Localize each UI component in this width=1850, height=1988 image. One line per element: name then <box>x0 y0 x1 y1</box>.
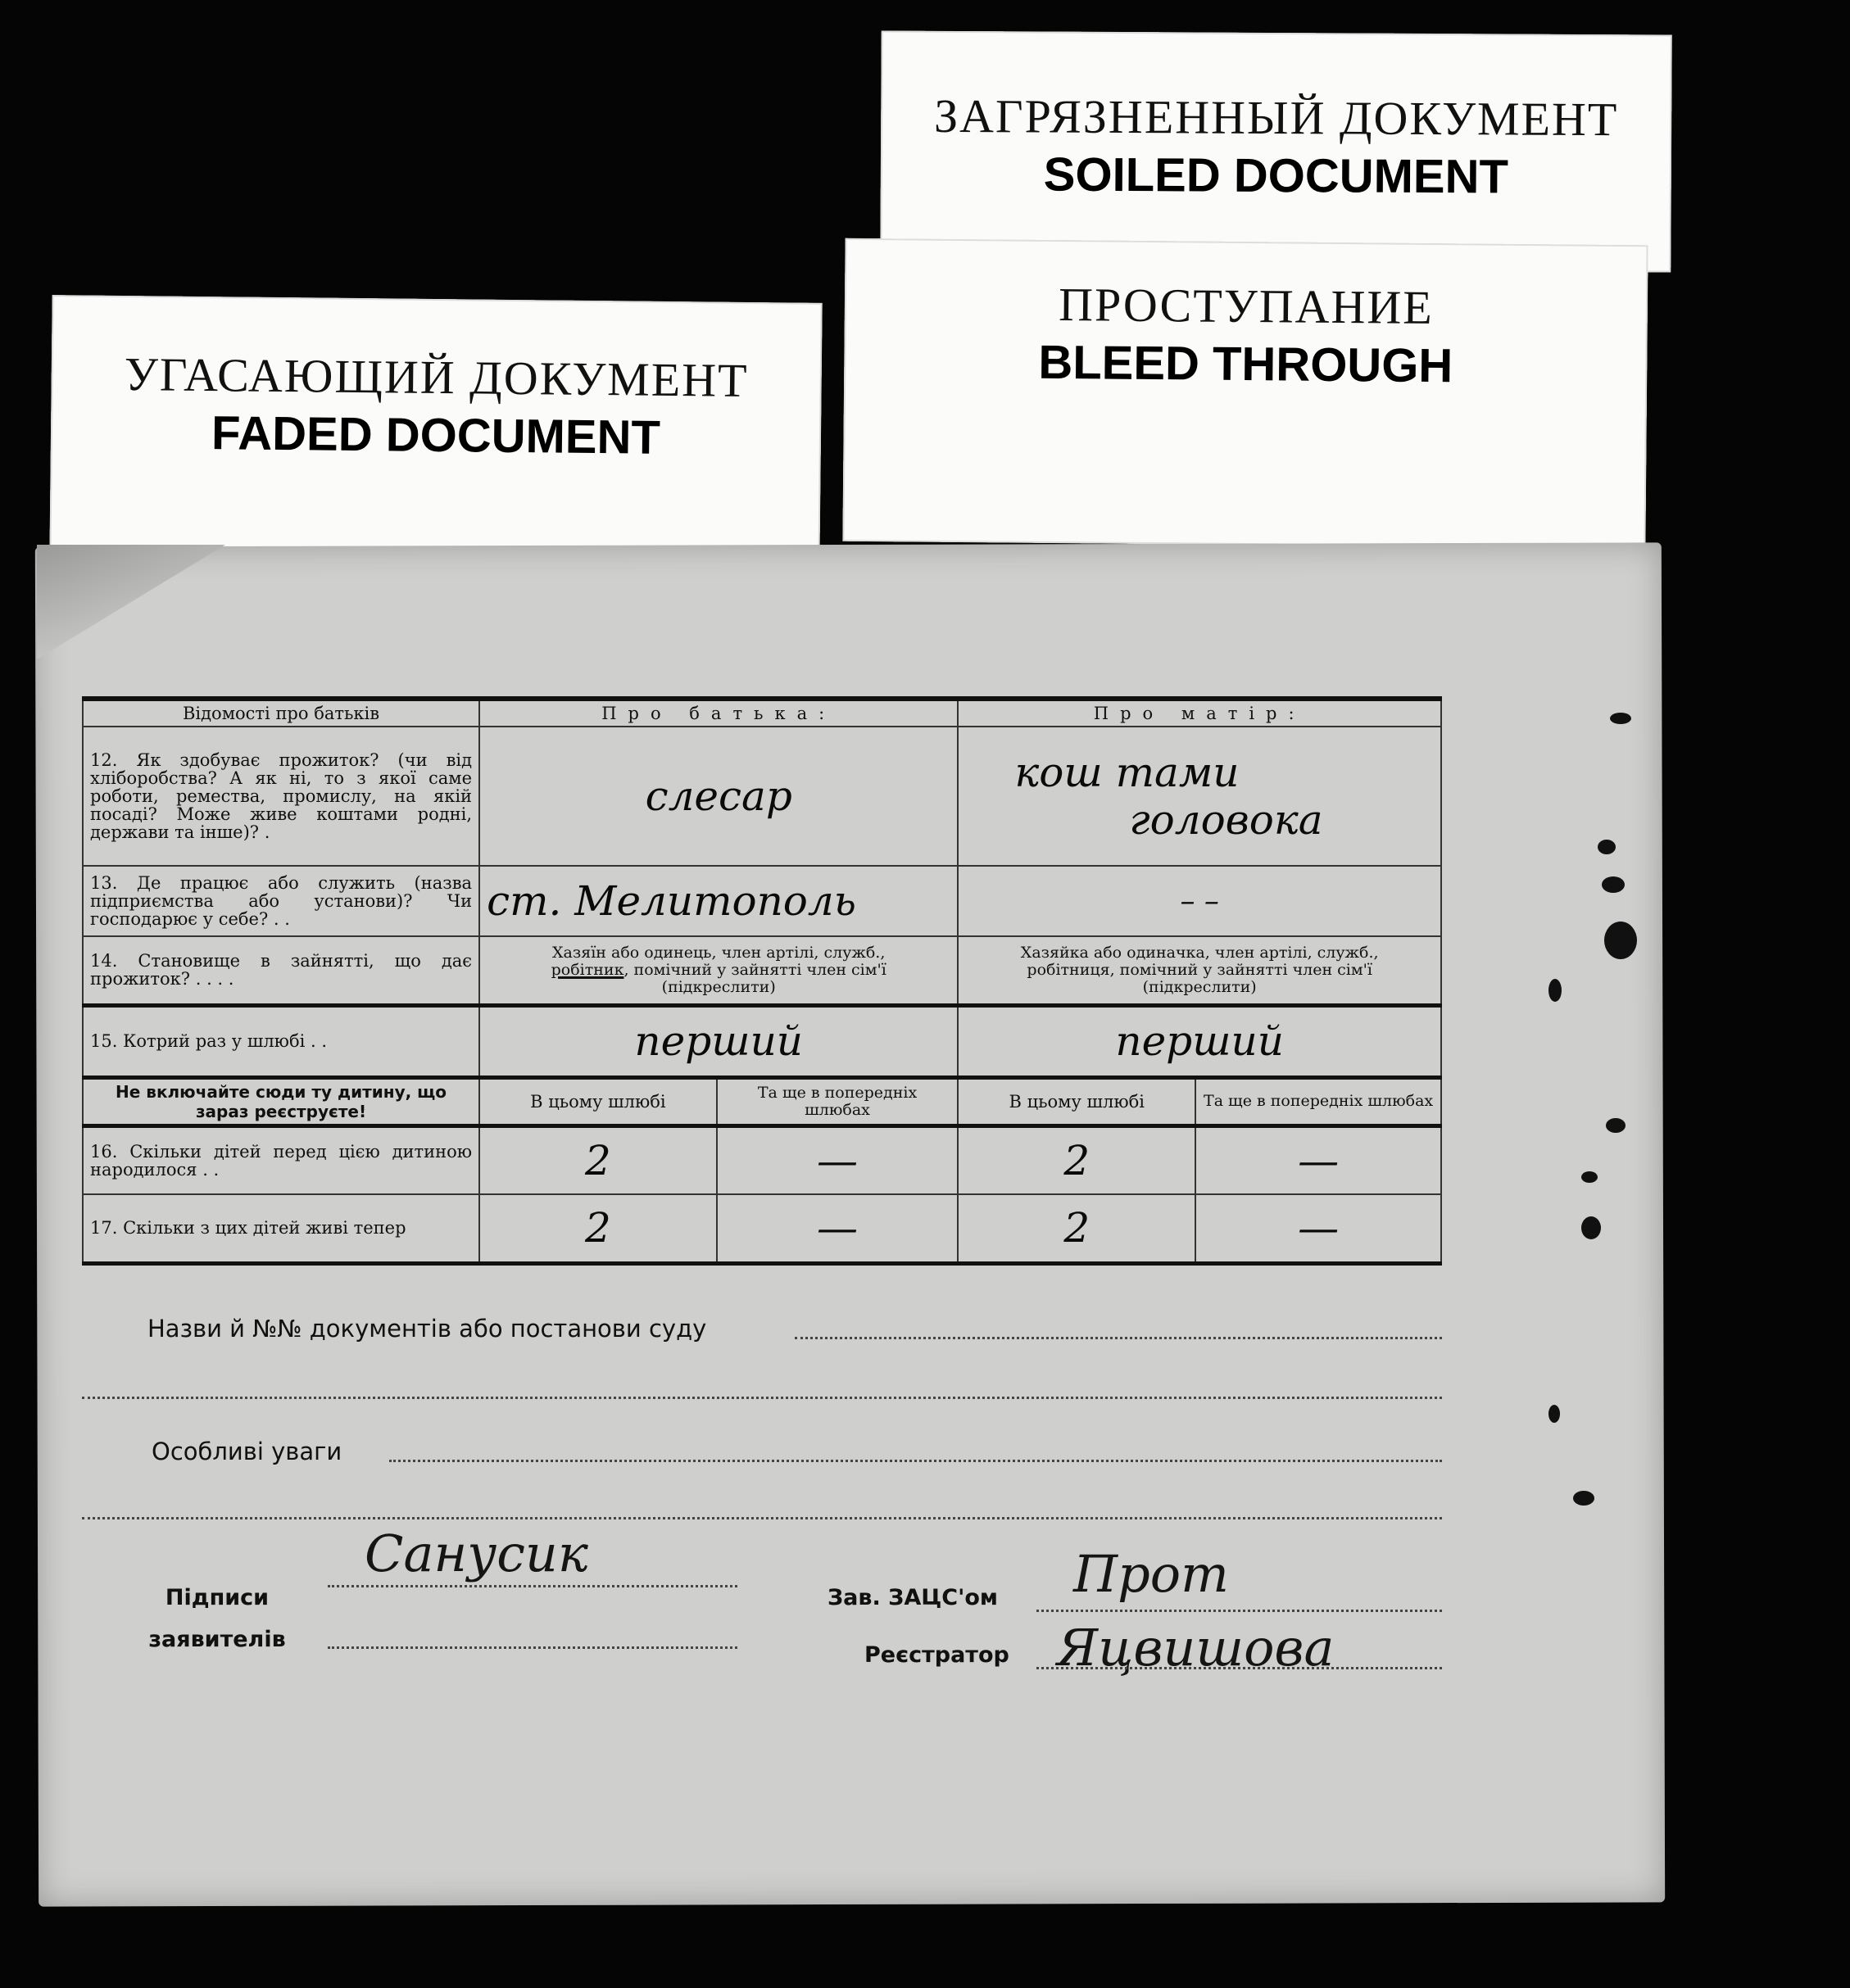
subheader-father-this: В цьому шлюбі <box>479 1077 717 1125</box>
question-17: 17. Скільки з цих дітей живі тепер <box>83 1194 479 1263</box>
answer-14-father-note: (підкреслити) <box>661 977 776 996</box>
faded-document-card <box>49 295 822 573</box>
answer-14-father-rest: , помічний у зайнятті член сім'ї <box>623 960 886 979</box>
table-row-q16 <box>83 1125 1441 1194</box>
answer-12-mother-line2: головока <box>1129 796 1323 844</box>
signatures-label-line2: заявителів <box>148 1627 286 1652</box>
answer-14-father-line2 <box>487 962 950 979</box>
bleed-through-card <box>842 238 1648 549</box>
faded-label-en: FADED DOCUMENT <box>211 406 661 464</box>
answer-12-father-text: слесар <box>645 772 792 820</box>
ink-speck <box>1610 713 1631 724</box>
remarks-dotted-line-2 <box>82 1517 1442 1519</box>
answer-15-mother <box>958 1005 1441 1077</box>
answer-14-father <box>479 936 958 1005</box>
answer-13-mother-text: – – <box>1180 884 1219 918</box>
applicants-signatures-label <box>143 1585 291 1652</box>
header-mother: Про матір: <box>958 699 1441 727</box>
subheader-father-prev: Та ще в попередніх шлюбах <box>717 1077 959 1125</box>
bleed-label-en: BLEED THROUGH <box>1038 335 1453 393</box>
question-16: 16. Скільки дітей перед цією дитиною народилося . . <box>83 1125 479 1194</box>
applicant-signature-line-2 <box>328 1646 737 1649</box>
answer-14-mother-note: (підкреслити) <box>1142 977 1257 996</box>
answer-15-mother-text: перший <box>1115 1017 1284 1065</box>
answer-13-father-text: ст. Мелитополь <box>487 877 856 925</box>
parents-info-table <box>82 696 1442 1266</box>
answer-14-mother <box>958 936 1441 1005</box>
ink-speck <box>1602 876 1625 893</box>
ink-speck <box>1598 840 1616 854</box>
remarks-label: Особливі уваги <box>152 1438 342 1465</box>
answer-13-father <box>479 866 958 936</box>
ink-speck <box>1581 1171 1598 1183</box>
signatures-label-line1: Підписи <box>165 1585 270 1610</box>
documents-dotted-line-2 <box>82 1397 1442 1399</box>
subheader-mother-prev: Та ще в попередніх шлюбах <box>1195 1077 1441 1125</box>
bleed-label-ru: ПРОСТУПАНИЕ <box>1058 278 1435 334</box>
ink-speck <box>1573 1491 1594 1506</box>
question-13: 13. Де працює або служить (назва підприємства або установи)? Чи господарює у себе? . . <box>83 866 479 936</box>
remarks-dotted-line <box>389 1460 1442 1462</box>
subheader-mother-this: В цьому шлюбі <box>958 1077 1195 1125</box>
documents-label: Назви й №№ документів або постанови суду <box>147 1315 707 1343</box>
answer-17-mother-prev: — <box>1195 1194 1441 1263</box>
answer-15-father <box>479 1005 958 1077</box>
ink-speck <box>1548 1405 1560 1423</box>
answer-12-mother <box>958 727 1441 866</box>
ink-speck <box>1581 1216 1601 1239</box>
applicant-signature-line-1 <box>328 1585 737 1587</box>
head-signature-line <box>1036 1610 1442 1612</box>
header-father: Про батька: <box>479 699 958 727</box>
punch-hole <box>1604 922 1637 959</box>
soiled-document-card <box>880 30 1672 272</box>
question-12: 12. Як здобуває прожиток? (чи від хліборобства? А як ні, то з якої саме роботи, ремества, промислу, на якій посаді? Може живе коштами родні, держави та інше)? . <box>83 727 479 866</box>
answer-17-father-prev: — <box>717 1194 959 1263</box>
documents-dotted-line <box>795 1337 1442 1339</box>
answer-17-mother-this: 2 <box>958 1194 1195 1263</box>
header-parents-info: Відомості про батьків <box>83 699 479 727</box>
table-row-q12 <box>83 727 1441 866</box>
soiled-label-en: SOILED DOCUMENT <box>1043 147 1509 204</box>
question-15: 15. Котрий раз у шлюбі . . <box>83 1005 479 1077</box>
soiled-label-ru: ЗАГРЯЗНЕННЫЙ ДОКУМЕНТ <box>933 88 1619 147</box>
head-label: Зав. ЗАЦС'ом <box>828 1585 998 1610</box>
table-header-row <box>83 699 1441 727</box>
answer-14-mother-line1: Хазяйка або одиначка, член артілі, служб., <box>1020 943 1379 962</box>
answer-16-father-this: 2 <box>479 1125 717 1194</box>
table-row-q17 <box>83 1194 1441 1263</box>
table-subheader-row <box>83 1077 1441 1125</box>
registrar-label: Реєстратор <box>864 1642 1009 1668</box>
applicant-signature: Санусик <box>365 1524 588 1583</box>
registrar-signature-line <box>1036 1667 1442 1669</box>
table-row-q15 <box>83 1005 1441 1077</box>
ink-speck <box>1548 979 1562 1002</box>
underlined-worker: робітник <box>551 960 624 979</box>
answer-17-father-this: 2 <box>479 1194 717 1263</box>
faded-label-ru: УГАСАЮЩИЙ ДОКУМЕНТ <box>124 347 749 407</box>
registrar-signature: Яцвишова <box>1057 1618 1335 1678</box>
table-row-q14 <box>83 936 1441 1005</box>
answer-12-mother-line1: кош тами <box>1014 749 1240 796</box>
answer-14-father-line1: Хазяїн або одинець, член артілі, служб., <box>552 943 886 962</box>
answer-13-mother <box>958 866 1441 936</box>
head-signature: Прот <box>1073 1544 1229 1604</box>
answer-16-mother-prev: — <box>1195 1125 1441 1194</box>
table-row-q13 <box>83 866 1441 936</box>
question-14: 14. Становище в зайнятті, що дає прожиток? . . . . <box>83 936 479 1005</box>
ink-speck <box>1606 1118 1626 1133</box>
answer-14-mother-line2: робітниця, помічний у зайнятті член сім'ї <box>1027 960 1372 979</box>
answer-12-father <box>479 727 958 866</box>
answer-16-mother-this: 2 <box>958 1125 1195 1194</box>
answer-16-father-prev: — <box>717 1125 959 1194</box>
subheader-note: Не включайте сюди ту дитину, що зараз реєструєте! <box>83 1077 479 1125</box>
answer-15-father-text: перший <box>634 1017 803 1065</box>
